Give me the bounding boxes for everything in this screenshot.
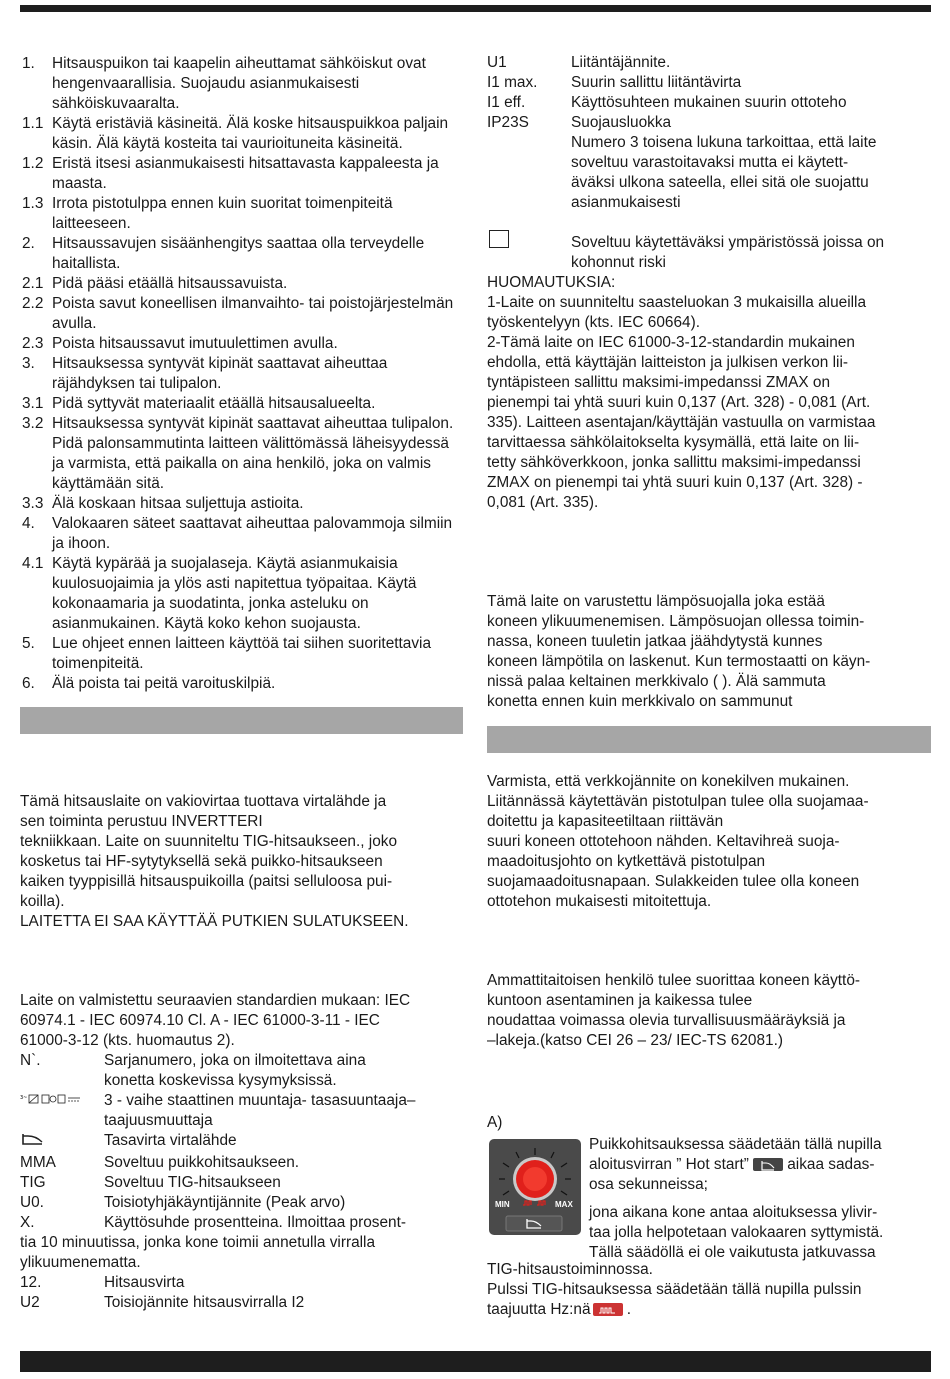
safety-item-text: Hitsaussavujen sisäänhengitys saattaa olla terveydelle haitallista. <box>52 235 425 272</box>
dc-output-symbol-icon <box>20 1131 104 1153</box>
definition-text: Toisiojännite hitsausvirralla I2 <box>104 1294 305 1311</box>
intro-line: Tämä hitsauslaite on vakiovirtaa tuottava virtalähde ja <box>20 793 387 810</box>
definition-text: Soveltuu TIG-hitsaukseen <box>104 1174 281 1191</box>
risk-line: kohonnut riski <box>571 254 666 271</box>
safety-item-number: 3. <box>22 355 35 372</box>
safety-item <box>22 274 465 294</box>
definition-line: konetta koskevissa kysymyksissä. <box>104 1072 337 1089</box>
standards-line: Laite on valmistettu seuraavien standardien mukaan: IEC <box>20 992 411 1009</box>
rating-key: I1 max. <box>487 74 538 91</box>
safety-item <box>22 414 465 494</box>
safety-item <box>22 294 465 334</box>
safety-item <box>22 554 465 634</box>
rating-text <box>571 113 876 213</box>
knob-max-label: MAX <box>555 1200 573 1209</box>
safety-item <box>22 154 465 194</box>
install-line: –lakeja.(katso CEI 26 – 23/ IEC-TS 62081.) <box>487 1032 783 1049</box>
definition-text <box>104 1051 366 1091</box>
definition-current <box>20 1273 465 1293</box>
mains-line: Varmista, että verkkojännite on konekilven mukainen. <box>487 773 850 790</box>
definition-tig <box>20 1173 465 1193</box>
intro-line: LAITETTA EI SAA KÄYTTÄÄ PUTKIEN SULATUKSEEN. <box>20 913 409 930</box>
rating-i1max <box>487 73 932 93</box>
intro-line: koilla). <box>20 893 65 910</box>
top-rule <box>20 5 931 12</box>
safety-item-text: Pidä syttyvät materiaalit etäällä hitsausalueelta. <box>52 395 376 412</box>
safety-item <box>22 394 465 414</box>
installation-block <box>487 971 933 1051</box>
notes-line: 0,081 (Art. 335). <box>487 494 599 511</box>
a-line-part: aikaa sadas- <box>782 1156 875 1173</box>
mains-line: suojamaadoitusnapaan. Sulakkeiden tulee olla koneen <box>487 873 860 890</box>
rating-ip23s <box>487 113 932 213</box>
safety-item-text: Valokaaren säteet saattavat aiheuttaa palovammoja silmiin ja ihoon. <box>52 515 453 552</box>
definition-text: Käyttösuhde prosentteina. Ilmoittaa prosent- <box>104 1214 407 1231</box>
mains-line: Liitännässä käytettävän pistotulpan tulee olla suojamaa- <box>487 793 869 810</box>
section-header-band-left <box>20 707 463 734</box>
definition-key: X. <box>20 1214 35 1231</box>
rating-line: Suojausluokka <box>571 114 672 131</box>
intro-block <box>20 792 465 932</box>
a-line: osa sekunneissa; <box>589 1176 708 1193</box>
safety-item-text: Pidä pääsi etäällä hitsaussavuista. <box>52 275 288 292</box>
safety-item-text: Hitsauksessa syntyvät kipinät saattavat aiheuttaa räjähdyksen tai tulipalon. <box>52 355 388 392</box>
standards-line: 60974.1 - IEC 60974.10 Cl. A - IEC 61000-3-11 - IEC <box>20 1012 380 1029</box>
install-line: kuntoon asentaminen ja kaikessa tulee <box>487 992 753 1009</box>
rating-key: I1 eff. <box>487 94 526 111</box>
definition-key: N`. <box>20 1052 41 1069</box>
definition-line: taajuusmuuttaja <box>104 1112 213 1129</box>
ratings-definitions <box>487 53 932 213</box>
definition-mma <box>20 1153 465 1173</box>
safety-item-number: 5. <box>22 635 35 652</box>
safety-item-text: Älä koskaan hitsaa suljettuja astioita. <box>52 495 304 512</box>
notes-line: 1-Laite on suunniteltu saasteluokan 3 mukaisilla alueilla <box>487 294 867 311</box>
safety-item <box>22 194 465 234</box>
definition-line: 3 - vaihe staattinen muuntaja- tasasuuntaaja– <box>104 1092 416 1109</box>
hot-start-symbol-icon <box>753 1158 783 1171</box>
rating-text: Suurin sallittu liitäntävirta <box>571 74 742 91</box>
safety-item-number: 2.3 <box>22 335 44 352</box>
bottom-rule <box>20 1351 931 1372</box>
a-line-part: . <box>622 1301 632 1318</box>
safety-item <box>22 114 465 154</box>
a-line-part: aloitusvirran ” Hot start” <box>589 1156 749 1173</box>
safety-item <box>22 494 465 514</box>
notes-line: ZMAX on pienempi tai yhtä suuri kuin 0,137 (Art. 328) - <box>487 474 863 491</box>
safety-item-text: Irrota pistotulppa ennen kuin suoritat toimenpiteitä laitteeseen. <box>52 195 393 232</box>
safety-item-number: 2.2 <box>22 295 44 312</box>
risk-line: Soveltuu käytettäväksi ympäristössä joissa on <box>571 234 885 251</box>
rating-line: soveltuu varastoitavaksi mutta ei käytett- <box>571 154 849 171</box>
safety-item <box>22 234 465 274</box>
a-line: Tällä säädöllä ei ole vaikutusta jatkuvassa <box>589 1244 876 1261</box>
thermal-line: nassa, koneen tuuletin jatkaa jäähdytystä kunnes <box>487 633 823 650</box>
definition-x <box>20 1213 465 1233</box>
rating-key: IP23S <box>487 114 529 131</box>
definition-key: U2 <box>20 1294 40 1311</box>
intro-line: kosketus tai HF-sytytyksellä sekä puikko-hitsaukseen <box>20 853 383 870</box>
safety-item-number: 2.1 <box>22 275 44 292</box>
a-line: Pulssi TIG-hitsauksessa säädetään tällä nupilla pulssin <box>487 1281 862 1298</box>
definition-text: Soveltuu puikkohitsaukseen. <box>104 1154 300 1171</box>
safety-item-text: Hitsauspuikon tai kaapelin aiheuttamat sähköiskut ovat hengenvaarallisia. Suojaudu asianmukaisesti sähköiskuvaaralta. <box>52 55 426 112</box>
definition-text: Hitsausvirta <box>104 1274 185 1291</box>
section-header-band-right <box>487 726 931 753</box>
notes-line: työskentelyyn (kts. IEC 60664). <box>487 314 700 331</box>
a-line <box>487 1300 933 1320</box>
notes-line: tyntäpisteen sallittu maksimi-impedanssi ZMAX on <box>487 374 830 391</box>
safety-item-number: 1.3 <box>22 195 44 212</box>
definition-x-continued: tia 10 minuutissa, jonka kone toimii annetulla virralla <box>20 1234 376 1251</box>
notes-line: pienempi tai yhtä suuri kuin 0,137 (Art. 328) - 0,081 (Art. <box>487 394 871 411</box>
definition-key: MMA <box>20 1154 56 1171</box>
safety-item-text: Poista hitsaussavut imutuulettimen avulla. <box>52 335 338 352</box>
rating-u1 <box>487 53 932 73</box>
safety-item <box>22 354 465 394</box>
safety-item <box>22 674 465 694</box>
standards-line: 61000-3-12 (kts. huomautus 2). <box>20 1032 235 1049</box>
rating-i1eff <box>487 93 932 113</box>
safety-list <box>22 54 465 694</box>
definition-key: 12. <box>20 1274 42 1291</box>
definition-key: TIG <box>20 1174 46 1191</box>
thermal-line: koneen lämpötila on laskenut. Kun termostaatti on käyn- <box>487 653 871 670</box>
safety-item-number: 1. <box>22 55 35 72</box>
definition-line: Sarjanumero, joka on ilmoitettava aina <box>104 1052 366 1069</box>
definition-dc-source <box>20 1131 465 1153</box>
safety-item-number: 4.1 <box>22 555 44 572</box>
knob-min-label: MIN <box>495 1200 510 1209</box>
section-a-label: A) <box>487 1114 503 1131</box>
notes-block <box>487 273 933 513</box>
mains-line: suuri koneen ottotehoon nähden. Keltavihreä suoja- <box>487 833 840 850</box>
safety-item-text: Poista savut koneellisen ilmanvaihto- tai poistojärjestelmän avulla. <box>52 295 454 332</box>
converter-symbol-icon <box>20 1091 104 1131</box>
section-a-text <box>589 1135 932 1263</box>
safety-item <box>22 334 465 354</box>
notes-line: 2-Tämä laite on IEC 61000-3-12-standardin mukainen <box>487 334 855 351</box>
rating-line: Numero 3 toisena lukuna tarkoittaa, että laite <box>571 134 877 151</box>
safety-item-number: 2. <box>22 235 35 252</box>
thermal-line: Tämä laite on varustettu lämpösuojalla joka estää <box>487 593 825 610</box>
a-line-part: taajuutta Hz:nä <box>487 1301 591 1318</box>
safety-item-text: Käytä kypärää ja suojalaseja. Käytä asianmukaisia kuulosuojaimia ja ylös asti napitettua työpaitaa. Käytä kokonaamaria ja suodatinta, jonka asteluku on asianmukainen. Käytä koko kehon suojausta. <box>52 555 417 632</box>
safety-item <box>22 514 465 554</box>
intro-line: sen toiminta perustuu INVERTTERI <box>20 813 263 830</box>
safety-item-number: 6. <box>22 675 35 692</box>
mains-connection-block <box>487 772 933 912</box>
intro-line: kaiken tyyppisillä hitsauspuikoilla (paitsi selluloosa pui- <box>20 873 393 890</box>
definition-key: U0. <box>20 1194 44 1211</box>
hot-start-knob-panel <box>489 1139 581 1235</box>
mains-line: maadoitusjohto on kytkettävä pistotulpan <box>487 853 766 870</box>
square-symbol-icon <box>489 230 509 248</box>
definition-serial <box>20 1051 465 1091</box>
notes-line: tarvittaessa sähkölaitokselta kysymällä, että laite on lii- <box>487 434 860 451</box>
rating-line: asianmukaisesti <box>571 194 681 211</box>
safety-item-text: Eristä itsesi asianmukaisesti hitsattavasta kappaleesta ja maasta. <box>52 155 439 192</box>
a-line <box>589 1155 932 1175</box>
safety-item-number: 3.2 <box>22 415 44 432</box>
definition-text <box>104 1091 415 1131</box>
section-a-text-continued <box>487 1260 933 1320</box>
safety-item-number: 4. <box>22 515 35 532</box>
rating-text: Liitäntäjännite. <box>571 54 671 71</box>
pulse-frequency-symbol-icon <box>593 1303 623 1316</box>
safety-item-text: Lue ohjeet ennen laitteen käyttöä tai siihen suoritettavia toimenpiteitä. <box>52 635 432 672</box>
mains-line: doitettu ja kapasiteetiltaan riittävän <box>487 813 724 830</box>
safety-item-text: Hitsauksessa syntyvät kipinät saattavat aiheuttaa tulipalon. Pidä palonsammutinta laitteen välittömässä läheisyydessä ja varmista, että paikalla on aina henkilö, joka on valmis käyttämään sitä. <box>52 415 454 492</box>
definition-text: Toisiotyhjäkäyntijännite (Peak arvo) <box>104 1194 346 1211</box>
safety-item <box>22 54 465 114</box>
thermal-line: nissä palaa keltainen merkkivalo ( ). Älä sammuta <box>487 673 826 690</box>
rating-line: äväksi ulkona sateella, ellei sitä ole suojattu <box>571 174 869 191</box>
a-line: jona aikana kone antaa aloituksessa ylivir- <box>589 1204 878 1221</box>
standards-block <box>20 991 465 1051</box>
risk-text <box>571 233 933 273</box>
definition-text: Tasavirta virtalähde <box>104 1132 237 1149</box>
svg-text:3~: 3~ <box>20 1095 28 1101</box>
knob-icon <box>489 1139 581 1235</box>
notes-line: 335). Laitteen asentajan/käyttäjän vastuulla on varmistaa <box>487 414 876 431</box>
notes-line: tetty sähköverkkoon, jonka sallittu maksimi-impedanssi <box>487 454 861 471</box>
install-line: Ammattitaitoisen henkilö tulee suorittaa koneen käyttö- <box>487 972 860 989</box>
safety-item-text: Älä poista tai peitä varoituskilpiä. <box>52 675 276 692</box>
definition-u2 <box>20 1293 465 1313</box>
safety-item <box>22 634 465 674</box>
notes-line: HUOMAUTUKSIA: <box>487 274 616 291</box>
safety-item-number: 1.2 <box>22 155 44 172</box>
mains-line: ottotehon mukaisesti mitoitettuja. <box>487 893 712 910</box>
a-line: Puikkohitsauksessa säädetään tällä nupilla <box>589 1136 882 1153</box>
a-line: TIG-hitsaustoiminnossa. <box>487 1261 653 1278</box>
thermal-line: koneen ylikuumenemisen. Lämpösuojan ollessa toimin- <box>487 613 865 630</box>
notes-line: ehdolla, että käyttäjän laitteiston ja julkisen verkon lii- <box>487 354 849 371</box>
install-line: noudattaa voimassa olevia turvallisuusmääräyksiä ja <box>487 1012 846 1029</box>
definition-u0 <box>20 1193 465 1213</box>
safety-item-number: 3.1 <box>22 395 44 412</box>
intro-line: tekniikkaan. Laite on suunniteltu TIG-hitsaukseen., joko <box>20 833 398 850</box>
thermal-line: konetta ennen kuin merkkivalo on sammunut <box>487 693 793 710</box>
thermal-protection-block <box>487 592 933 712</box>
safety-item-text: Käytä eristäviä käsineitä. Älä koske hitsauspuikkoa paljain käsin. Älä käytä kosteita tai vaurioituneita käsineitä. <box>52 115 449 152</box>
definition-x-continued: ylikuumenematta. <box>20 1254 141 1271</box>
rating-text: Käyttösuhteen mukainen suurin ottoteho <box>571 94 847 111</box>
rating-key: U1 <box>487 54 507 71</box>
symbol-definitions <box>20 1051 465 1313</box>
definition-converter <box>20 1091 465 1131</box>
a-line: taa jolla helpotetaan valokaaren syttymistä. <box>589 1224 884 1241</box>
safety-item-number: 1.1 <box>22 115 44 132</box>
safety-item-number: 3.3 <box>22 495 44 512</box>
